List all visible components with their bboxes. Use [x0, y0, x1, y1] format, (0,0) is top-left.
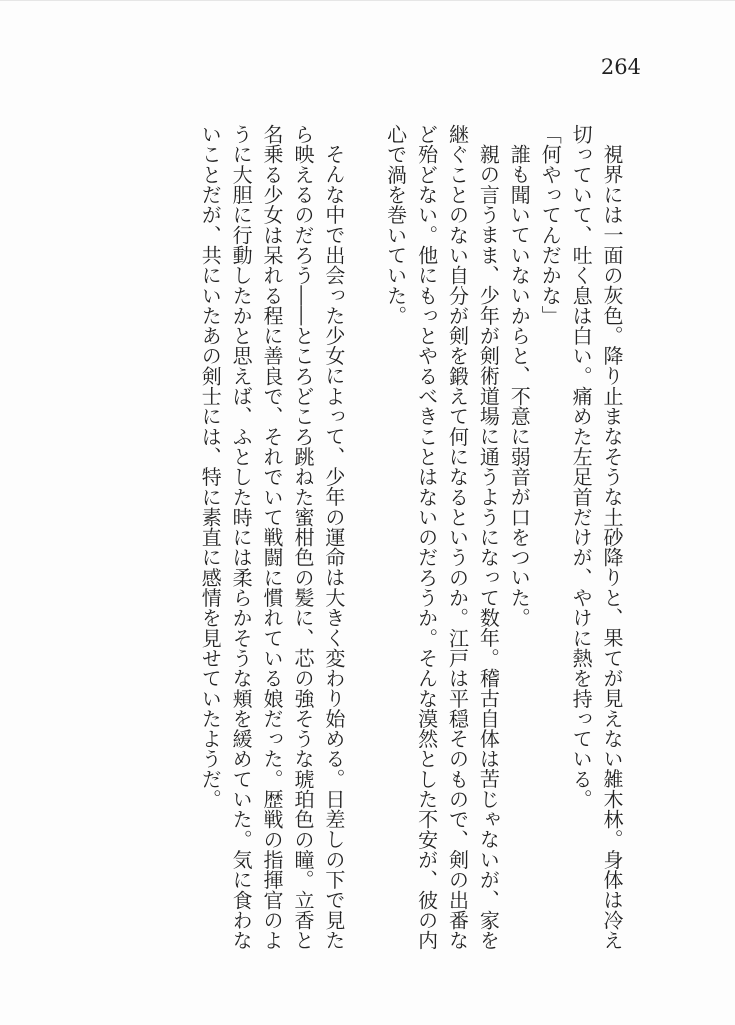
paragraph-dialogue: 「何やってんだかな」 [538, 124, 563, 326]
paragraph-3: 親の言うまま、少年が剣術道場に通うようになって数年。稽古自体は苦じゃないが、家を継ぐことのない自分が剣を鍛えて何になるというのか。江戸は平穏そのもので、剣の出番など殆どない。他にもっとやるべきことはないのだろうか。そんな漠然とした不安が、彼の内心で渦を巻いていた。 [383, 124, 501, 951]
paragraph-2: 誰も聞いていないからと、不意に弱音が口をついた。 [507, 144, 532, 628]
paragraph-4: そんな中で出会った少女によって、少年の運命は大きく変わり始める。日差しの下で見たら映えるのだろう――ところどころ跳ねた蜜柑色の髪に、芯の強そうな琥珀色の瞳。立香と名乗る少女は呆れる程に善良で、それでいて戦闘に慣れている娘だった。歴戦の指揮官のように大胆に行動したかと思えば、ふとした時には柔らかそうな頬を緩めていた。気に食わないことだが、共にいたあの剣士には、特に素直に感情を見せていたようだ。 [198, 124, 346, 951]
paragraph-spacer [349, 124, 380, 969]
vertical-text-body [194, 124, 627, 969]
paragraph-1: 視界には一面の灰色。降り止まなそうな土砂降りと、果てが見えない雑木林。身体は冷え切っていて、吐く息は白い。痛めた左足首だけが、やけに熱を持っている。 [569, 124, 624, 950]
page-number: 264 [600, 55, 641, 79]
